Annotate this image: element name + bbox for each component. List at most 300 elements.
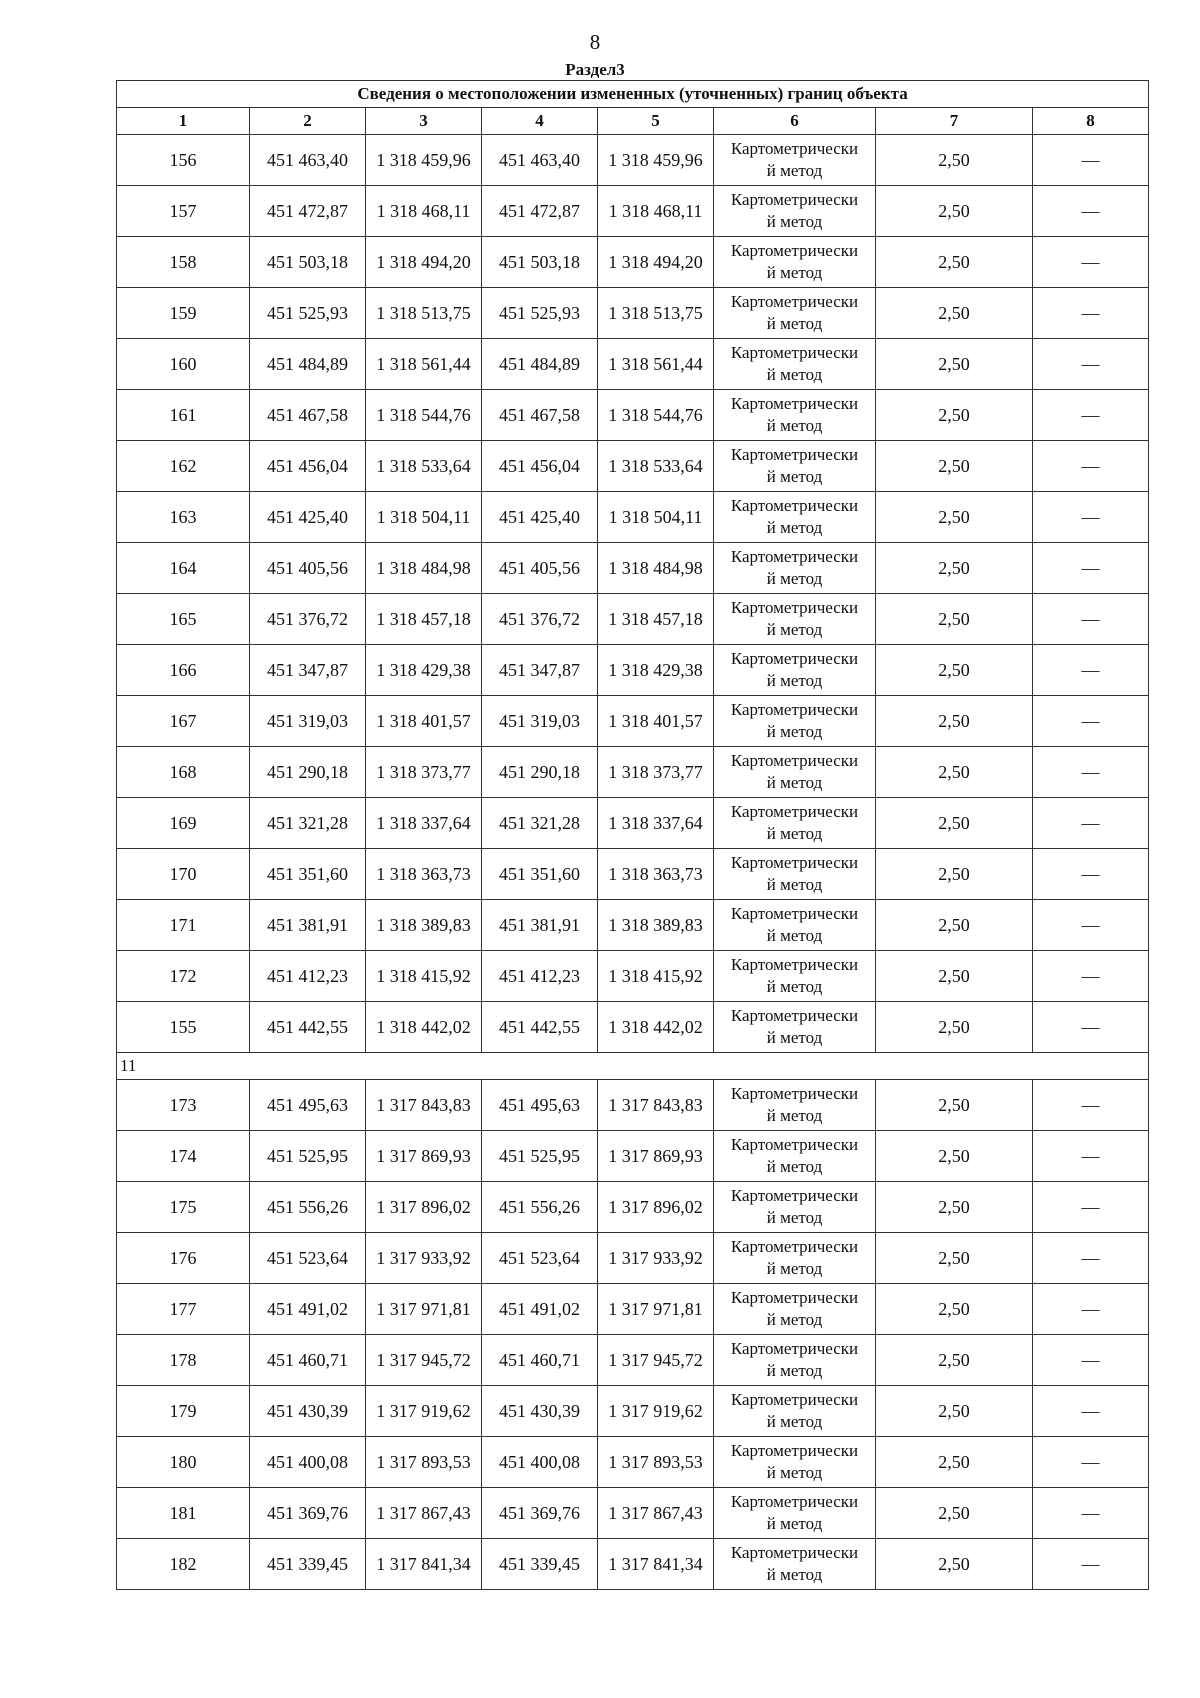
coord-y-cell: 1 318 544,76 <box>598 390 714 441</box>
method-text-line: й метод <box>766 1361 823 1380</box>
method-text-line: Картометрически <box>730 292 859 311</box>
coord-y-cell: 1 318 484,98 <box>366 543 482 594</box>
coord-y-cell: 1 317 869,93 <box>598 1131 714 1182</box>
method-text-line: й метод <box>766 467 823 486</box>
point-number-cell: 173 <box>117 1080 250 1131</box>
coord-x-cell: 451 405,56 <box>250 543 366 594</box>
coord-x-cell: 451 400,08 <box>482 1437 598 1488</box>
coord-x-cell: 451 412,23 <box>482 951 598 1002</box>
boundary-coordinates-table <box>116 80 1149 1590</box>
coord-y-cell: 1 318 468,11 <box>598 186 714 237</box>
coord-y-cell: 1 318 373,77 <box>598 747 714 798</box>
coord-x-cell: 451 484,89 <box>250 339 366 390</box>
column-number: 5 <box>598 108 714 135</box>
description-cell: — <box>1033 1233 1149 1284</box>
point-number-cell: 171 <box>117 900 250 951</box>
table-row <box>117 1182 1149 1233</box>
method-text-line: й метод <box>766 824 823 843</box>
point-number-cell: 167 <box>117 696 250 747</box>
method-text-line: Картометрически <box>730 853 859 872</box>
accuracy-cell: 2,50 <box>876 645 1033 696</box>
method-cell <box>714 1488 876 1539</box>
page-number: 8 <box>589 30 601 54</box>
coord-x-cell: 451 376,72 <box>482 594 598 645</box>
coord-y-cell: 1 318 415,92 <box>598 951 714 1002</box>
coord-x-cell: 451 460,71 <box>250 1335 366 1386</box>
description-cell: — <box>1033 951 1149 1002</box>
contour-group-row <box>117 1053 1149 1080</box>
method-text-line: й метод <box>766 926 823 945</box>
description-cell: — <box>1033 1131 1149 1182</box>
method-text-line: Картометрически <box>730 1006 859 1025</box>
point-number-cell: 180 <box>117 1437 250 1488</box>
method-text-line: Картометрически <box>730 700 859 719</box>
column-number: 6 <box>714 108 876 135</box>
description-cell: — <box>1033 339 1149 390</box>
table-row <box>117 492 1149 543</box>
method-cell <box>714 1335 876 1386</box>
coord-y-cell: 1 318 373,77 <box>366 747 482 798</box>
point-number-cell: 170 <box>117 849 250 900</box>
coord-y-cell: 1 318 401,57 <box>598 696 714 747</box>
coord-x-cell: 451 495,63 <box>250 1080 366 1131</box>
method-cell <box>714 900 876 951</box>
coord-y-cell: 1 317 867,43 <box>366 1488 482 1539</box>
method-text-line: й метод <box>766 1208 823 1227</box>
accuracy-cell: 2,50 <box>876 1002 1033 1053</box>
method-text-line: Картометрически <box>730 241 859 260</box>
coord-x-cell: 451 525,93 <box>482 288 598 339</box>
method-text-line: Картометрически <box>730 139 859 158</box>
method-text-line: Картометрически <box>730 598 859 617</box>
coord-y-cell: 1 318 337,64 <box>366 798 482 849</box>
table-row <box>117 1539 1149 1590</box>
accuracy-cell: 2,50 <box>876 951 1033 1002</box>
method-cell <box>714 492 876 543</box>
description-cell: — <box>1033 849 1149 900</box>
coord-x-cell: 451 430,39 <box>482 1386 598 1437</box>
coord-y-cell: 1 318 459,96 <box>366 135 482 186</box>
point-number-cell: 162 <box>117 441 250 492</box>
point-number-cell: 182 <box>117 1539 250 1590</box>
coord-x-cell: 451 472,87 <box>482 186 598 237</box>
point-number-cell: 156 <box>117 135 250 186</box>
coord-x-cell: 451 523,64 <box>482 1233 598 1284</box>
table-row <box>117 900 1149 951</box>
description-cell: — <box>1033 900 1149 951</box>
method-text-line: Картометрически <box>730 1441 859 1460</box>
point-number-cell: 163 <box>117 492 250 543</box>
coord-y-cell: 1 317 933,92 <box>366 1233 482 1284</box>
coord-x-cell: 451 319,03 <box>482 696 598 747</box>
coord-x-cell: 451 381,91 <box>250 900 366 951</box>
method-cell <box>714 543 876 594</box>
point-number-cell: 172 <box>117 951 250 1002</box>
coord-y-cell: 1 318 484,98 <box>598 543 714 594</box>
column-number: 1 <box>117 108 250 135</box>
column-number: 2 <box>250 108 366 135</box>
coord-y-cell: 1 317 971,81 <box>366 1284 482 1335</box>
coord-x-cell: 451 369,76 <box>250 1488 366 1539</box>
method-cell <box>714 1131 876 1182</box>
table-row <box>117 645 1149 696</box>
accuracy-cell: 2,50 <box>876 186 1033 237</box>
coord-x-cell: 451 369,76 <box>482 1488 598 1539</box>
table-row <box>117 1386 1149 1437</box>
method-text-line: й метод <box>766 620 823 639</box>
coord-y-cell: 1 318 363,73 <box>598 849 714 900</box>
accuracy-cell: 2,50 <box>876 237 1033 288</box>
method-text-line: Картометрически <box>730 904 859 923</box>
accuracy-cell: 2,50 <box>876 1386 1033 1437</box>
method-text-line: Картометрически <box>730 394 859 413</box>
coord-x-cell: 451 339,45 <box>482 1539 598 1590</box>
accuracy-cell: 2,50 <box>876 288 1033 339</box>
coord-x-cell: 451 525,95 <box>250 1131 366 1182</box>
accuracy-cell: 2,50 <box>876 1335 1033 1386</box>
description-cell: — <box>1033 186 1149 237</box>
accuracy-cell: 2,50 <box>876 1539 1033 1590</box>
coord-y-cell: 1 318 429,38 <box>598 645 714 696</box>
coord-x-cell: 451 321,28 <box>250 798 366 849</box>
accuracy-cell: 2,50 <box>876 1284 1033 1335</box>
method-cell <box>714 1002 876 1053</box>
table-row <box>117 237 1149 288</box>
method-text-line: й метод <box>766 773 823 792</box>
table-body <box>117 135 1149 1590</box>
description-cell: — <box>1033 747 1149 798</box>
accuracy-cell: 2,50 <box>876 1437 1033 1488</box>
coord-y-cell: 1 318 363,73 <box>366 849 482 900</box>
method-text-line: й метод <box>766 977 823 996</box>
coord-y-cell: 1 317 843,83 <box>366 1080 482 1131</box>
method-text-line: Картометрически <box>730 802 859 821</box>
accuracy-cell: 2,50 <box>876 849 1033 900</box>
point-number-cell: 169 <box>117 798 250 849</box>
coord-y-cell: 1 318 337,64 <box>598 798 714 849</box>
accuracy-cell: 2,50 <box>876 747 1033 798</box>
point-number-cell: 178 <box>117 1335 250 1386</box>
table-row <box>117 1002 1149 1053</box>
method-cell <box>714 951 876 1002</box>
point-number-cell: 168 <box>117 747 250 798</box>
method-text-line: Картометрически <box>730 1543 859 1562</box>
method-cell <box>714 237 876 288</box>
table-row <box>117 1080 1149 1131</box>
point-number-cell: 155 <box>117 1002 250 1053</box>
description-cell: — <box>1033 1539 1149 1590</box>
method-text-line: й метод <box>766 161 823 180</box>
coord-x-cell: 451 472,87 <box>250 186 366 237</box>
coord-x-cell: 451 503,18 <box>250 237 366 288</box>
method-cell <box>714 1284 876 1335</box>
point-number-cell: 159 <box>117 288 250 339</box>
description-cell: — <box>1033 543 1149 594</box>
method-cell <box>714 186 876 237</box>
table-row <box>117 849 1149 900</box>
coord-y-cell: 1 318 442,02 <box>366 1002 482 1053</box>
coord-x-cell: 451 491,02 <box>250 1284 366 1335</box>
table-row <box>117 594 1149 645</box>
method-text-line: Картометрически <box>730 1288 859 1307</box>
table-row <box>117 1335 1149 1386</box>
coord-y-cell: 1 318 442,02 <box>598 1002 714 1053</box>
accuracy-cell: 2,50 <box>876 1233 1033 1284</box>
accuracy-cell: 2,50 <box>876 900 1033 951</box>
method-text-line: Картометрически <box>730 1339 859 1358</box>
coord-x-cell: 451 463,40 <box>250 135 366 186</box>
coord-x-cell: 451 442,55 <box>482 1002 598 1053</box>
method-text-line: Картометрически <box>730 496 859 515</box>
description-cell: — <box>1033 1080 1149 1131</box>
coord-y-cell: 1 318 457,18 <box>366 594 482 645</box>
coord-x-cell: 451 290,18 <box>482 747 598 798</box>
method-text-line: й метод <box>766 416 823 435</box>
method-cell <box>714 696 876 747</box>
coord-y-cell: 1 317 896,02 <box>598 1182 714 1233</box>
coord-x-cell: 451 456,04 <box>482 441 598 492</box>
table-row <box>117 543 1149 594</box>
method-cell <box>714 1233 876 1284</box>
method-cell <box>714 849 876 900</box>
coord-x-cell: 451 425,40 <box>482 492 598 543</box>
description-cell: — <box>1033 1284 1149 1335</box>
coord-x-cell: 451 290,18 <box>250 747 366 798</box>
method-text-line: й метод <box>766 1028 823 1047</box>
method-text-line: й метод <box>766 1463 823 1482</box>
accuracy-cell: 2,50 <box>876 339 1033 390</box>
method-cell <box>714 594 876 645</box>
point-number-cell: 157 <box>117 186 250 237</box>
table-row <box>117 135 1149 186</box>
description-cell: — <box>1033 390 1149 441</box>
description-cell: — <box>1033 1335 1149 1386</box>
coord-x-cell: 451 467,58 <box>250 390 366 441</box>
method-text-line: й метод <box>766 1259 823 1278</box>
method-text-line: й метод <box>766 518 823 537</box>
coord-x-cell: 451 442,55 <box>250 1002 366 1053</box>
coord-y-cell: 1 318 533,64 <box>598 441 714 492</box>
coord-y-cell: 1 317 843,83 <box>598 1080 714 1131</box>
description-cell: — <box>1033 237 1149 288</box>
accuracy-cell: 2,50 <box>876 390 1033 441</box>
coord-y-cell: 1 317 945,72 <box>366 1335 482 1386</box>
description-cell: — <box>1033 492 1149 543</box>
method-text-line: й метод <box>766 314 823 333</box>
method-cell <box>714 1437 876 1488</box>
coord-x-cell: 451 339,45 <box>250 1539 366 1590</box>
method-cell <box>714 1182 876 1233</box>
coord-x-cell: 451 405,56 <box>482 543 598 594</box>
method-text-line: й метод <box>766 671 823 690</box>
coord-x-cell: 451 319,03 <box>250 696 366 747</box>
method-text-line: Картометрически <box>730 1084 859 1103</box>
table-row <box>117 288 1149 339</box>
point-number-cell: 177 <box>117 1284 250 1335</box>
table-caption-row <box>117 81 1149 108</box>
coord-y-cell: 1 318 544,76 <box>366 390 482 441</box>
method-text-line: й метод <box>766 1157 823 1176</box>
coord-x-cell: 451 460,71 <box>482 1335 598 1386</box>
coord-x-cell: 451 503,18 <box>482 237 598 288</box>
coord-x-cell: 451 484,89 <box>482 339 598 390</box>
coord-y-cell: 1 318 513,75 <box>366 288 482 339</box>
coord-y-cell: 1 318 494,20 <box>598 237 714 288</box>
accuracy-cell: 2,50 <box>876 1182 1033 1233</box>
method-text-line: й метод <box>766 569 823 588</box>
coord-x-cell: 451 556,26 <box>250 1182 366 1233</box>
description-cell: — <box>1033 1182 1149 1233</box>
coord-x-cell: 451 467,58 <box>482 390 598 441</box>
column-number: 4 <box>482 108 598 135</box>
description-cell: — <box>1033 441 1149 492</box>
table-row <box>117 339 1149 390</box>
coord-y-cell: 1 317 896,02 <box>366 1182 482 1233</box>
section-title: Раздел3 <box>565 60 625 79</box>
description-cell: — <box>1033 135 1149 186</box>
point-number-cell: 158 <box>117 237 250 288</box>
point-number-cell: 164 <box>117 543 250 594</box>
accuracy-cell: 2,50 <box>876 492 1033 543</box>
table-row <box>117 951 1149 1002</box>
coord-x-cell: 451 347,87 <box>250 645 366 696</box>
method-cell <box>714 288 876 339</box>
coord-y-cell: 1 318 389,83 <box>598 900 714 951</box>
method-text-line: й метод <box>766 212 823 231</box>
table-row <box>117 441 1149 492</box>
method-cell <box>714 1080 876 1131</box>
method-text-line: Картометрически <box>730 1237 859 1256</box>
coord-y-cell: 1 317 869,93 <box>366 1131 482 1182</box>
coord-x-cell: 451 523,64 <box>250 1233 366 1284</box>
point-number-cell: 181 <box>117 1488 250 1539</box>
method-text-line: й метод <box>766 1106 823 1125</box>
coord-x-cell: 451 351,60 <box>482 849 598 900</box>
coord-y-cell: 1 317 841,34 <box>366 1539 482 1590</box>
coord-x-cell: 451 381,91 <box>482 900 598 951</box>
method-text-line: й метод <box>766 1412 823 1431</box>
description-cell: — <box>1033 288 1149 339</box>
accuracy-cell: 2,50 <box>876 1488 1033 1539</box>
description-cell: — <box>1033 696 1149 747</box>
method-cell <box>714 135 876 186</box>
coord-x-cell: 451 495,63 <box>482 1080 598 1131</box>
accuracy-cell: 2,50 <box>876 441 1033 492</box>
method-text-line: й метод <box>766 722 823 741</box>
accuracy-cell: 2,50 <box>876 1131 1033 1182</box>
description-cell: — <box>1033 1002 1149 1053</box>
table-row <box>117 1131 1149 1182</box>
coord-y-cell: 1 318 389,83 <box>366 900 482 951</box>
table-row <box>117 1488 1149 1539</box>
accuracy-cell: 2,50 <box>876 135 1033 186</box>
table-row <box>117 186 1149 237</box>
description-cell: — <box>1033 798 1149 849</box>
method-cell <box>714 1539 876 1590</box>
coord-y-cell: 1 318 459,96 <box>598 135 714 186</box>
column-number: 3 <box>366 108 482 135</box>
coord-y-cell: 1 317 867,43 <box>598 1488 714 1539</box>
coord-x-cell: 451 430,39 <box>250 1386 366 1437</box>
method-text-line: Картометрически <box>730 1186 859 1205</box>
method-cell <box>714 798 876 849</box>
table-row <box>117 1284 1149 1335</box>
coord-y-cell: 1 317 971,81 <box>598 1284 714 1335</box>
table-row <box>117 747 1149 798</box>
description-cell: — <box>1033 1437 1149 1488</box>
method-text-line: Картометрически <box>730 190 859 209</box>
coord-y-cell: 1 317 945,72 <box>598 1335 714 1386</box>
coord-y-cell: 1 318 457,18 <box>598 594 714 645</box>
accuracy-cell: 2,50 <box>876 594 1033 645</box>
coord-y-cell: 1 318 504,11 <box>366 492 482 543</box>
coord-y-cell: 1 318 401,57 <box>366 696 482 747</box>
coord-x-cell: 451 412,23 <box>250 951 366 1002</box>
coord-x-cell: 451 321,28 <box>482 798 598 849</box>
coord-x-cell: 451 556,26 <box>482 1182 598 1233</box>
method-text-line: й метод <box>766 263 823 282</box>
method-text-line: Картометрически <box>730 955 859 974</box>
coord-x-cell: 451 425,40 <box>250 492 366 543</box>
coord-x-cell: 451 525,93 <box>250 288 366 339</box>
point-number-cell: 166 <box>117 645 250 696</box>
coord-y-cell: 1 318 533,64 <box>366 441 482 492</box>
table-row <box>117 1437 1149 1488</box>
coord-y-cell: 1 318 504,11 <box>598 492 714 543</box>
coord-x-cell: 451 491,02 <box>482 1284 598 1335</box>
point-number-cell: 161 <box>117 390 250 441</box>
description-cell: — <box>1033 1386 1149 1437</box>
coord-y-cell: 1 317 841,34 <box>598 1539 714 1590</box>
method-text-line: Картометрически <box>730 751 859 770</box>
coord-x-cell: 451 351,60 <box>250 849 366 900</box>
coord-y-cell: 1 318 513,75 <box>598 288 714 339</box>
method-cell <box>714 747 876 798</box>
coord-x-cell: 451 400,08 <box>250 1437 366 1488</box>
method-text-line: Картометрически <box>730 547 859 566</box>
column-number-row <box>117 108 1149 135</box>
coord-x-cell: 451 463,40 <box>482 135 598 186</box>
point-number-cell: 176 <box>117 1233 250 1284</box>
accuracy-cell: 2,50 <box>876 696 1033 747</box>
method-text-line: Картометрически <box>730 343 859 362</box>
coord-y-cell: 1 318 429,38 <box>366 645 482 696</box>
table-row <box>117 798 1149 849</box>
accuracy-cell: 2,50 <box>876 543 1033 594</box>
point-number-cell: 160 <box>117 339 250 390</box>
coord-x-cell: 451 347,87 <box>482 645 598 696</box>
contour-group-label: 11 <box>117 1053 1149 1080</box>
method-text-line: й метод <box>766 365 823 384</box>
method-text-line: й метод <box>766 1310 823 1329</box>
method-cell <box>714 441 876 492</box>
coord-y-cell: 1 318 415,92 <box>366 951 482 1002</box>
coord-y-cell: 1 317 919,62 <box>366 1386 482 1437</box>
method-cell <box>714 1386 876 1437</box>
point-number-cell: 175 <box>117 1182 250 1233</box>
method-text-line: Картометрически <box>730 649 859 668</box>
accuracy-cell: 2,50 <box>876 798 1033 849</box>
coord-y-cell: 1 317 919,62 <box>598 1386 714 1437</box>
coord-y-cell: 1 318 561,44 <box>366 339 482 390</box>
method-text-line: Картометрически <box>730 1492 859 1511</box>
point-number-cell: 179 <box>117 1386 250 1437</box>
table-row <box>117 390 1149 441</box>
method-text-line: Картометрически <box>730 1390 859 1409</box>
coord-y-cell: 1 318 468,11 <box>366 186 482 237</box>
method-text-line: й метод <box>766 875 823 894</box>
coord-y-cell: 1 318 494,20 <box>366 237 482 288</box>
